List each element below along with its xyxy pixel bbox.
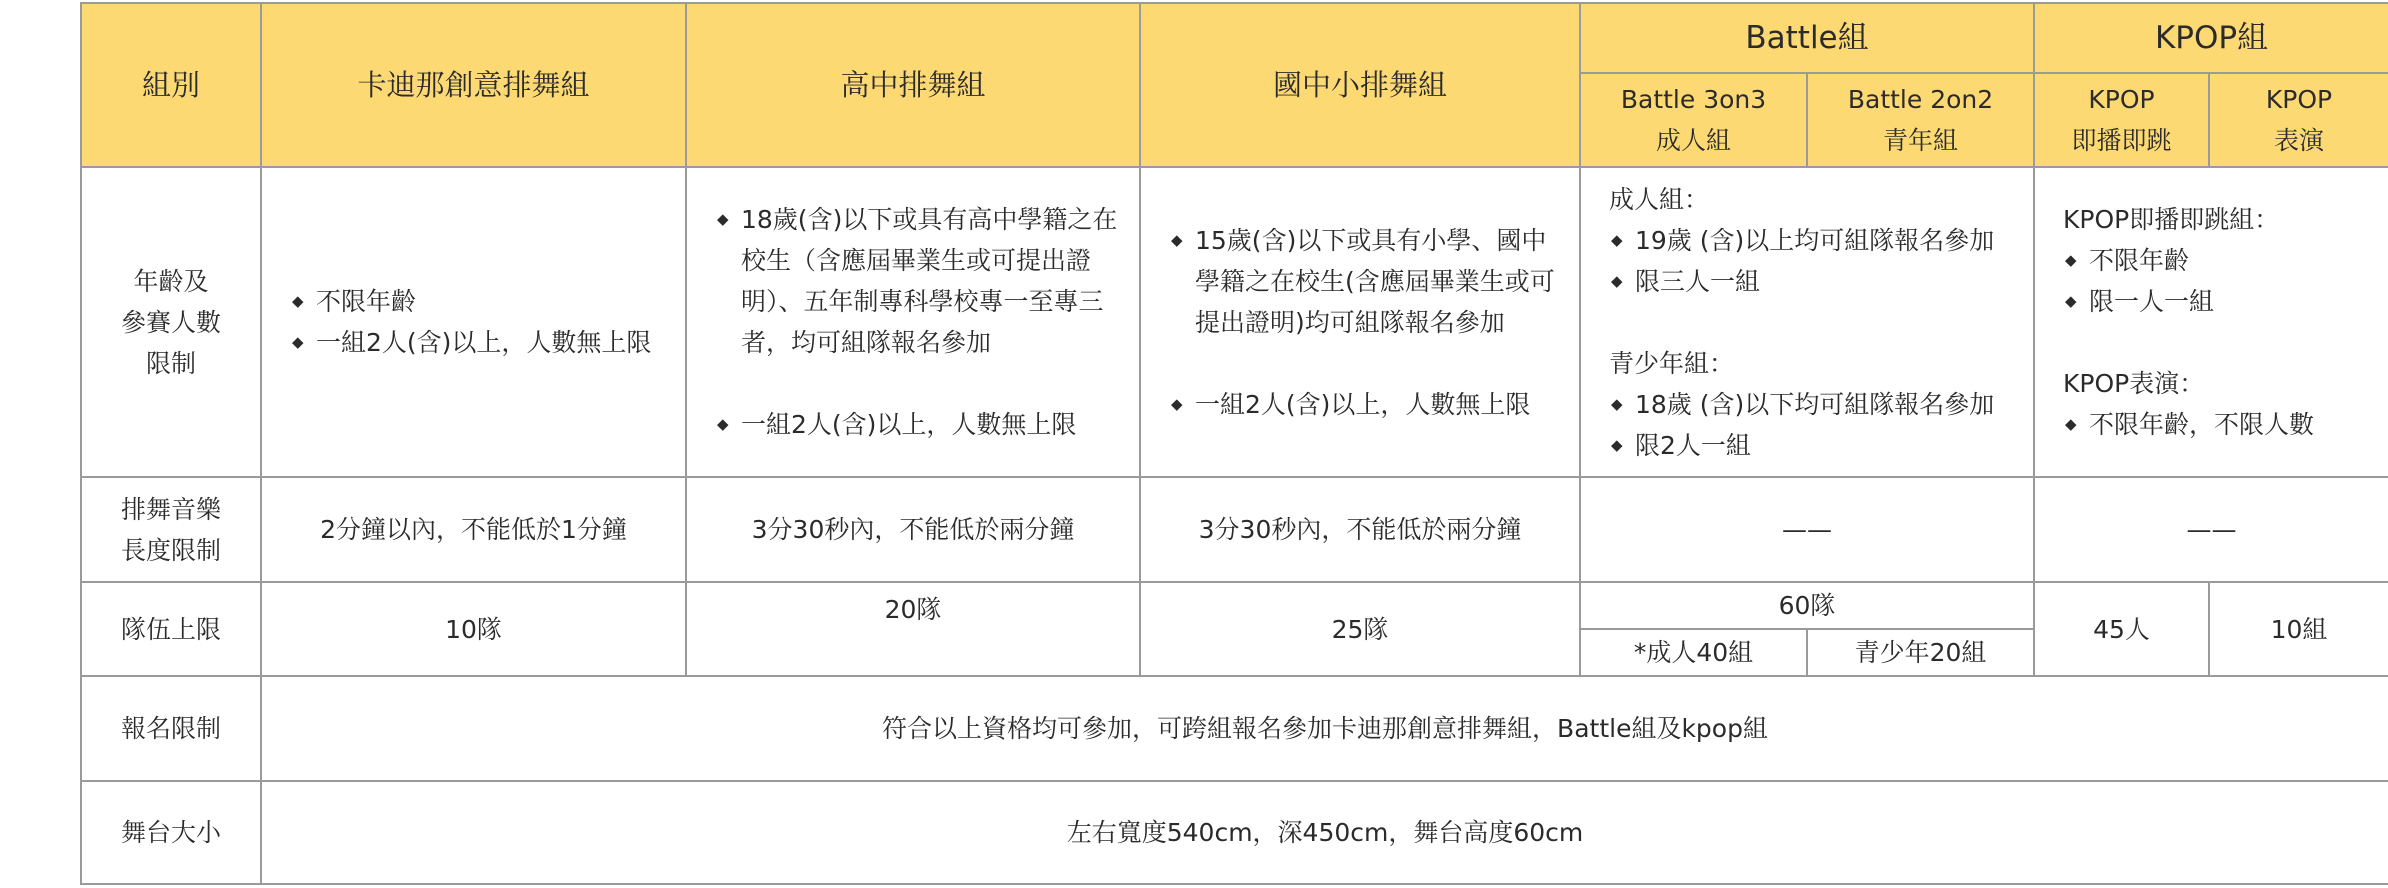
header-battle: Battle組 (1580, 3, 2034, 73)
header-kpop-live (2034, 73, 2209, 167)
teams-battle-adult: *成人40組 (1580, 629, 1807, 676)
list-item: ◆ 19歲 (含)以上均可組隊報名參加 (1609, 220, 2013, 261)
music-kpop: —— (2034, 477, 2388, 582)
age-kpop-live-title: KPOP即播即跳組： (2063, 205, 2280, 234)
age-junior (1140, 167, 1580, 477)
age-label-line: 年齡及 (133, 266, 209, 296)
header-battle-2on2-sub: 青年組 (1883, 126, 1959, 155)
spacer (2063, 322, 2368, 363)
music-row (81, 477, 2388, 582)
header-battle-2on2-title: Battle 2on2 (1847, 85, 1994, 114)
teams-battle-youth: 青少年20組 (1807, 629, 2034, 676)
age-high-school (686, 167, 1140, 477)
header-battle-2on2 (1807, 73, 2034, 167)
age-cadina (261, 167, 686, 477)
teams-high-school: 20隊 (686, 582, 1140, 676)
header-cadina: 卡迪那創意排舞組 (261, 3, 686, 167)
age-battle-adult-list (1609, 220, 2013, 302)
age-battle-youth-title: 青少年組： (1609, 348, 1735, 378)
age-junior-list (1169, 220, 1559, 425)
stage-row (81, 781, 2388, 884)
age-label-line: 參賽人數 (120, 307, 221, 337)
list-item: ◆ 不限年齡 (2063, 240, 2368, 281)
list-item: ◆ 18歲(含)以下或具有高中學籍之在校生（含應屆畢業生或可提出證明）、五年制專科學校專一至專三者，均可組隊報名參加 (715, 199, 1119, 363)
header-group: 組別 (81, 3, 261, 167)
spacer (1609, 302, 2013, 343)
header-kpop-show-title: KPOP (2265, 85, 2333, 114)
header-battle-3on3 (1580, 73, 1807, 167)
list-item: ◆ 限一人一組 (2063, 281, 2368, 322)
header-battle-3on3-sub: 成人組 (1655, 126, 1731, 155)
music-label-line: 排舞音樂 (120, 494, 221, 524)
registration-value: 符合以上資格均可參加，可跨組報名參加卡迪那創意排舞組，Battle組及kpop組 (261, 676, 2388, 781)
age-battle-adult-title: 成人組： (1609, 184, 1710, 214)
age-row (81, 167, 2388, 477)
age-battle-youth-list (1609, 384, 2013, 466)
teams-row (81, 582, 2388, 629)
age-kpop (2034, 167, 2388, 477)
age-kpop-live-list (2063, 240, 2368, 322)
competition-rules-table (80, 2, 2388, 885)
music-junior: 3分30秒內，不能低於兩分鐘 (1140, 477, 1580, 582)
header-kpop-show-sub: 表演 (2274, 126, 2325, 155)
teams-cadina: 10隊 (261, 582, 686, 676)
teams-label: 隊伍上限 (81, 582, 261, 676)
list-item: ◆ 限2人一組 (1609, 425, 2013, 466)
teams-junior: 25隊 (1140, 582, 1580, 676)
age-battle (1580, 167, 2034, 477)
header-high-school: 高中排舞組 (686, 3, 1140, 167)
stage-label: 舞台大小 (81, 781, 261, 884)
registration-label: 報名限制 (81, 676, 261, 781)
age-kpop-show-list (2063, 404, 2368, 445)
list-item: ◆ 不限年齡 (290, 281, 665, 322)
music-label-line: 長度限制 (120, 535, 221, 565)
music-label (81, 477, 261, 582)
teams-kpop-show: 10組 (2209, 582, 2388, 676)
age-label-line: 限制 (145, 348, 196, 378)
stage-value: 左右寬度540cm，深450cm，舞台高度60cm (261, 781, 2388, 884)
list-item: ◆ 一組2人(含)以上，人數無上限 (290, 322, 665, 363)
header-row (81, 3, 2388, 73)
music-battle: —— (1580, 477, 2034, 582)
registration-row (81, 676, 2388, 781)
age-kpop-show-title: KPOP表演： (2063, 369, 2205, 398)
list-item: ◆ 限三人一組 (1609, 261, 2013, 302)
age-cadina-list (290, 281, 665, 363)
header-kpop-live-title: KPOP (2088, 85, 2155, 114)
list-item: ◆ 18歲 (含)以下均可組隊報名參加 (1609, 384, 2013, 425)
list-item: ◆ 一組2人(含)以上，人數無上限 (715, 404, 1119, 445)
list-item: ◆ 15歲(含)以下或具有小學、國中學籍之在校生(含應屆畢業生或可提出證明)均可組隊報名參加 (1169, 220, 1559, 343)
music-cadina: 2分鐘以內，不能低於1分鐘 (261, 477, 686, 582)
header-junior: 國中小排舞組 (1140, 3, 1580, 167)
music-high-school: 3分30秒內，不能低於兩分鐘 (686, 477, 1140, 582)
header-battle-3on3-title: Battle 3on3 (1620, 85, 1767, 114)
header-kpop-live-sub: 即播即跳 (2071, 126, 2172, 155)
list-item: ◆ 不限年齡，不限人數 (2063, 404, 2368, 445)
age-high-list (715, 199, 1119, 445)
teams-battle-total: 60隊 (1580, 582, 2034, 629)
age-label (81, 167, 261, 477)
header-kpop-show (2209, 73, 2388, 167)
list-item: ◆ 一組2人(含)以上，人數無上限 (1169, 384, 1559, 425)
header-kpop: KPOP組 (2034, 3, 2388, 73)
teams-kpop-live: 45人 (2034, 582, 2209, 676)
